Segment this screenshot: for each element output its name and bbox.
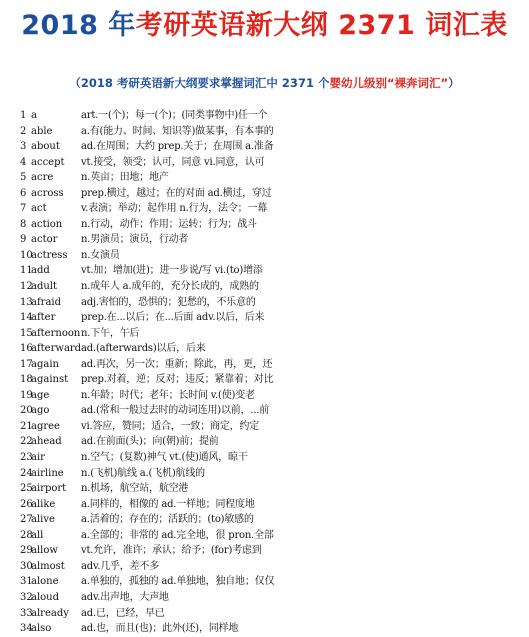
entry-definition: vt.接受，领受；认可，同意 vi.同意，认可	[81, 156, 265, 168]
entry-definition: ad.(afterwards)以后，后来	[81, 343, 206, 355]
entry-number: 25	[20, 483, 33, 495]
entry-definition: n.空气；(复数)神气 vt.(使)通风，晾干	[81, 452, 248, 464]
entry-definition: a.同样的，相像的 ad.一样地；同程度地	[81, 498, 255, 510]
entry-definition: n.(飞机)航线 a.(飞机)航线的	[81, 467, 205, 479]
entry-definition: v.表演；举动；起作用 n.行为，法令；一幕	[81, 203, 268, 215]
list-item	[0, 357, 529, 373]
entry-number: 16	[20, 343, 33, 355]
list-item	[0, 310, 529, 326]
entry-definition: n.女演员	[81, 249, 120, 261]
entry-definition: prep.对着，逆；反对；违反；紧靠着；对比	[81, 374, 274, 386]
entry-word: actor	[31, 234, 58, 246]
entry-definition: a.有(能力、时间、知识等)做某事，有本事的	[81, 125, 274, 137]
entry-definition: n.机场，航空站，航空港	[81, 483, 189, 495]
list-item	[0, 450, 529, 466]
list-item	[0, 295, 529, 311]
entry-number: 23	[20, 452, 33, 464]
entry-definition: prep.在...以后；在...后面 adv.以后，后来	[81, 312, 265, 324]
list-item	[0, 419, 529, 435]
list-item	[0, 279, 529, 295]
entry-number: 13	[20, 296, 33, 308]
list-item	[0, 170, 529, 186]
title-year: 2018 年	[21, 10, 136, 41]
list-item	[0, 186, 529, 202]
entry-number: 11	[20, 265, 33, 277]
entry-word: act	[31, 203, 47, 215]
entry-definition: a.全部的；非常的 ad.完全地，很 pron.全部	[81, 529, 274, 541]
entry-word: action	[31, 218, 63, 230]
list-item	[0, 201, 529, 217]
entry-definition: ad.也，而且(也)；此外(还)，同样地	[81, 623, 239, 635]
entry-number: 31	[20, 576, 33, 588]
list-item	[0, 497, 529, 513]
entry-number: 33	[20, 607, 33, 619]
entry-word: already	[31, 607, 69, 619]
entry-number: 28	[20, 529, 33, 541]
list-item	[0, 574, 529, 590]
entry-definition: n.行动，动作；作用；运转；行为；战斗	[81, 218, 257, 230]
entry-word: again	[31, 358, 59, 370]
entry-word: a	[31, 110, 37, 121]
entry-number: 6	[20, 187, 27, 199]
entry-number: 34	[20, 623, 33, 635]
entry-number: 20	[20, 405, 33, 417]
entry-definition: adv.几乎，差不多	[81, 560, 160, 572]
entry-number: 10	[20, 249, 33, 261]
entry-definition: vt.允许，准许；承认；给予；(for)考虑到	[81, 545, 262, 557]
entry-word: all	[31, 529, 44, 541]
entry-number: 12	[20, 281, 33, 293]
entry-word: aloud	[31, 591, 60, 603]
entry-number: 32	[20, 591, 33, 603]
document-title	[0, 4, 529, 48]
entry-number: 2	[20, 125, 27, 137]
list-item	[0, 403, 529, 419]
entry-word: allow	[31, 545, 58, 557]
entry-definition: ad.已，已经，早已	[81, 607, 165, 619]
entry-word: afterward	[31, 343, 82, 355]
entry-word: about	[31, 141, 60, 153]
entry-number: 4	[20, 156, 27, 168]
list-item	[0, 434, 529, 450]
entry-word: alike	[31, 498, 56, 510]
entry-definition: n.成年人 a.成年的，充分长成的，成熟的	[81, 281, 259, 293]
entry-word: airport	[31, 483, 67, 495]
entry-number: 18	[20, 374, 33, 386]
entry-word: alone	[31, 576, 59, 588]
list-item	[0, 263, 529, 279]
entry-word: air	[31, 452, 45, 464]
entry-word: afternoon	[31, 327, 81, 339]
entry-word: airline	[31, 467, 64, 479]
entry-number: 15	[20, 327, 33, 339]
list-item	[0, 466, 529, 482]
entry-number: 9	[20, 234, 27, 246]
entry-word: actress	[31, 249, 68, 261]
entry-word: add	[31, 265, 50, 277]
entry-number: 29	[20, 545, 33, 557]
list-item	[0, 372, 529, 388]
entry-word: agree	[31, 420, 60, 432]
entry-word: also	[31, 623, 52, 635]
list-item	[0, 590, 529, 606]
entry-number: 30	[20, 560, 33, 572]
list-item	[0, 388, 529, 404]
list-item	[0, 512, 529, 528]
list-item	[0, 124, 529, 140]
entry-definition: a.单独的，孤独的 ad.单独地，独自地；仅仅	[81, 576, 275, 588]
entry-definition: prep.横过，越过；在的对面 ad.横过，穿过	[81, 187, 272, 199]
vocabulary-list	[0, 108, 529, 635]
entry-definition: adj.害怕的，恐惧的；犯愁的，不乐意的	[81, 296, 256, 308]
list-item	[0, 232, 529, 248]
entry-number: 22	[20, 436, 33, 448]
list-item	[0, 248, 529, 264]
list-item	[0, 606, 529, 622]
entry-definition: art.一(个)；每一(个)；(同类事物中)任一个	[81, 110, 268, 121]
list-item	[0, 108, 529, 124]
title-text: 考研英语新大纲 2371 词汇表	[135, 10, 508, 41]
entry-word: accept	[31, 156, 65, 168]
entry-definition: ad.在前面(头)；向(朝)前；提前	[81, 436, 219, 448]
list-item	[0, 559, 529, 575]
subtitle-suffix: ）	[448, 76, 460, 90]
entry-word: age	[31, 389, 50, 401]
entry-definition: n.年龄；时代；老年；长时间 v.(使)变老	[81, 389, 255, 401]
entry-number: 3	[20, 141, 27, 153]
entry-number: 26	[20, 498, 33, 510]
entry-number: 19	[20, 389, 33, 401]
list-item	[0, 326, 529, 342]
list-item	[0, 155, 529, 171]
entry-number: 24	[20, 467, 33, 479]
subtitle-prefix: （2018 考研英语新大纲要求掌握词汇中 2371 个	[69, 76, 330, 90]
list-item	[0, 621, 529, 637]
entry-word: after	[31, 312, 56, 324]
entry-definition: vi.答应，赞同；适合，一致；商定，约定	[81, 420, 260, 432]
list-item	[0, 543, 529, 559]
entry-definition: n.英亩；田地；地产	[81, 172, 169, 184]
entry-number: 27	[20, 514, 33, 526]
entry-word: adult	[31, 281, 58, 293]
entry-word: across	[31, 187, 64, 199]
entry-definition: a.活着的；存在的；活跃的；(to)敏感的	[81, 514, 254, 526]
entry-number: 1	[20, 110, 27, 121]
entry-word: alive	[31, 514, 55, 526]
entry-definition: adv.出声地，大声地	[81, 591, 169, 603]
entry-number: 21	[20, 420, 33, 432]
entry-word: afraid	[31, 296, 62, 308]
entry-number: 7	[20, 203, 27, 215]
entry-word: acre	[31, 172, 54, 184]
entry-word: ago	[31, 405, 50, 417]
entry-definition: vt.加；增加(进)；进一步说/写 vi.(to)增添	[81, 265, 263, 277]
entry-number: 8	[20, 218, 27, 230]
entry-definition: ad.再次，另一次；重新；除此，再，更，还	[81, 358, 273, 370]
entry-word: against	[31, 374, 69, 386]
entry-word: able	[31, 125, 53, 137]
list-item	[0, 528, 529, 544]
subtitle-highlight: 婴幼儿级别“裸奔词汇”	[329, 76, 449, 90]
entry-number: 14	[20, 312, 33, 324]
entry-number: 5	[20, 172, 27, 184]
entry-word: ahead	[31, 436, 62, 448]
entry-definition: ad.在周围；大约 prep.关于；在周围 a.准备	[81, 141, 274, 153]
entry-definition: n.下午，午后	[81, 327, 140, 339]
entry-definition: ad.(常和一般过去时的动词连用)以前，...前	[81, 405, 270, 417]
list-item	[0, 341, 529, 357]
entry-number: 17	[20, 358, 33, 370]
list-item	[0, 139, 529, 155]
entry-word: almost	[31, 560, 65, 572]
entry-definition: n.男演员；演员，行动者	[81, 234, 189, 246]
list-item	[0, 217, 529, 233]
document-subtitle	[0, 74, 529, 92]
list-item	[0, 481, 529, 497]
